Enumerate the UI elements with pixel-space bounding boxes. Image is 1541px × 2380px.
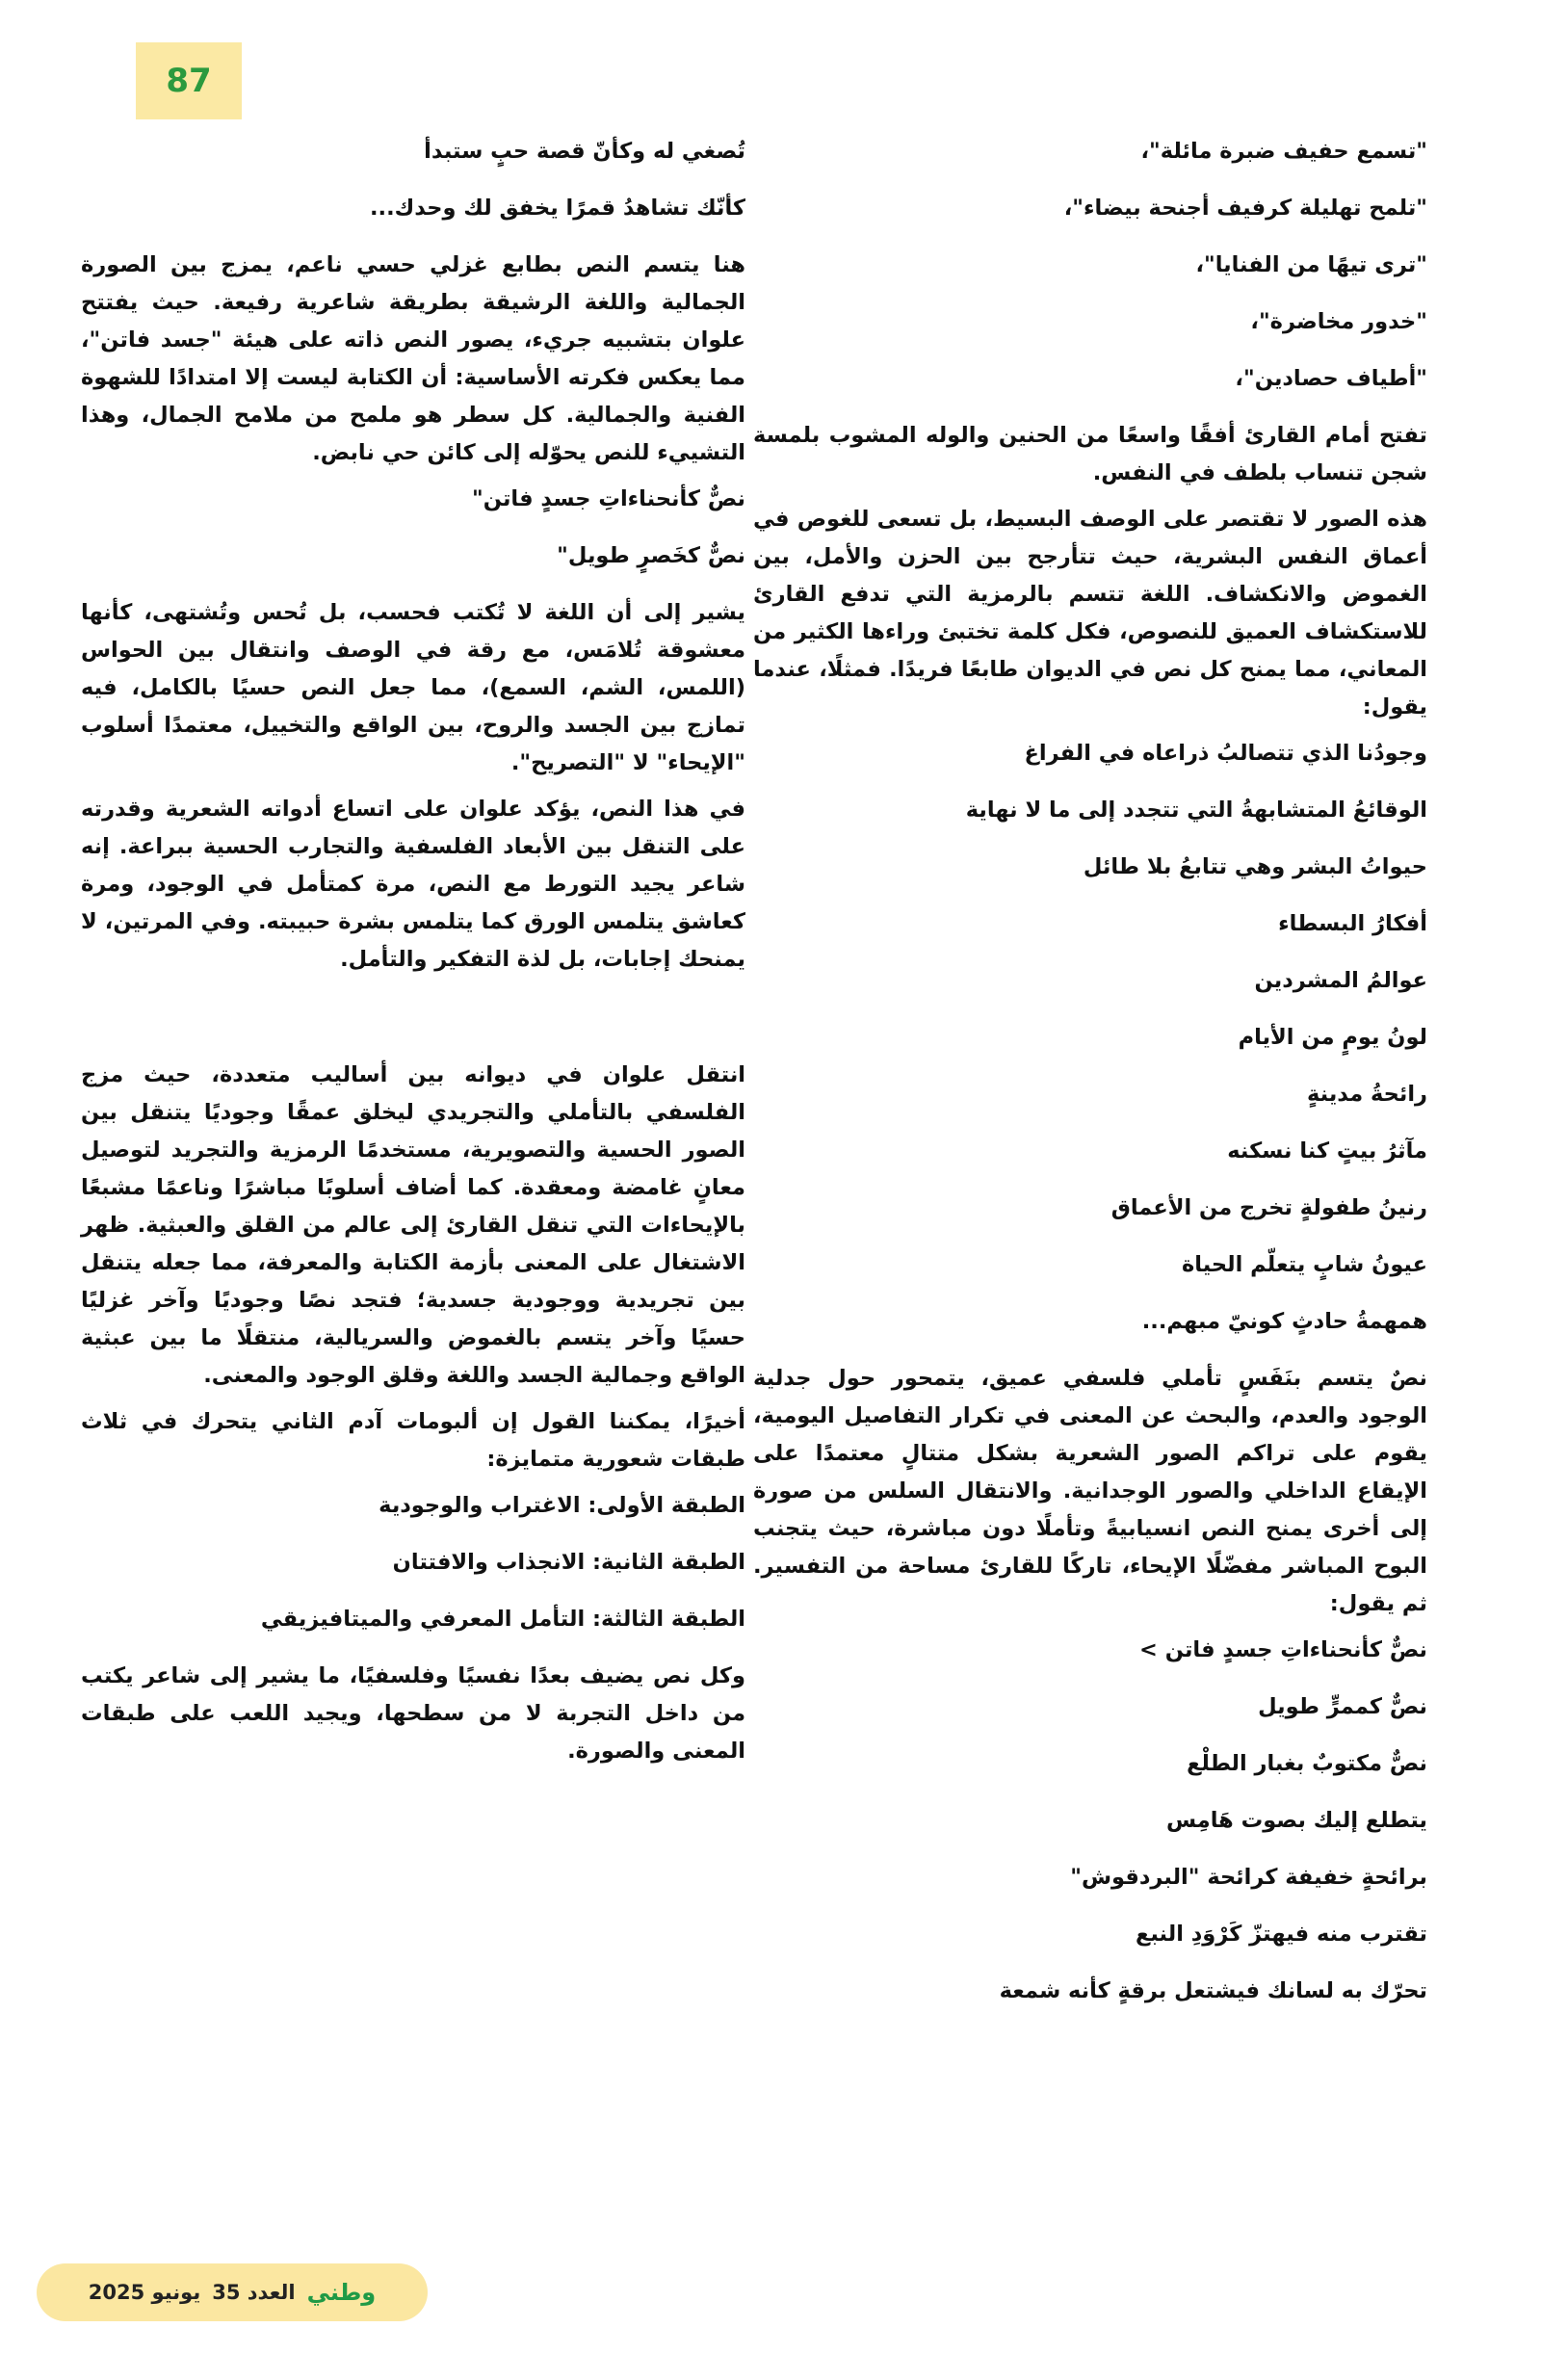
left-column bbox=[81, 133, 745, 1779]
poem-line: رنينُ طفولةٍ تخرج من الأعماق bbox=[1110, 1195, 1427, 1220]
poem-line: "أطياف حصادين"، bbox=[1235, 366, 1427, 391]
poem-line: لونُ يومٍ من الأيام bbox=[1238, 1025, 1427, 1050]
poem-line: "ترى تيهًا من الفنايا"، bbox=[1195, 252, 1427, 277]
poem-line: الوقائعُ المتشابهةُ التي تتجدد إلى ما لا نهاية bbox=[965, 798, 1427, 823]
poem-line: تقترب منه فيهتزّ كَرْوَدِ النبع bbox=[1136, 1922, 1427, 1947]
poem-line: نصٌّ كممرٍّ طويل bbox=[1258, 1694, 1427, 1719]
poem-line: برائحةٍ خفيفة كرائحة "البردقوش" bbox=[1070, 1865, 1427, 1890]
poem-line: "تسمع حفيف ضبرة مائلة"، bbox=[1140, 139, 1427, 164]
magazine-logo: وطني bbox=[306, 2279, 377, 2306]
poem-line: "تلمح تهليلة كرفيف أجنحة بيضاء"، bbox=[1063, 196, 1427, 221]
paragraph: تفتح أمام القارئ أفقًا واسعًا من الحنين والوله المشوب بلمسة شجن تنساب بلطف في النفس. bbox=[753, 423, 1427, 485]
poem-line: الطبقة الثالثة: التأمل المعرفي والميتافيزيقي bbox=[260, 1607, 745, 1632]
paragraph: نصٌ يتسم بنَفَسٍ تأملي فلسفي عميق، يتمحور حول جدلية الوجود والعدم، والبحث عن المعنى في تكرار التفاصيل اليومية، يقوم على تراكم الصور الشعرية بشكل متتالٍ معتمدًا على الإيقاع الداخلي والصور الوجدانية. والانتقال السلس من صورة إلى أخرى يمنح النص انسيابيةً وتأملًا دون مباشرة، حيث يتجنب البوح المباشر مفضّلًا الإيحاء، تاركًا للقارئ مساحة من التفسير. ثم يقول: bbox=[753, 1366, 1427, 1616]
poem-line: عيونُ شابٍ يتعلّم الحياة bbox=[1181, 1252, 1427, 1277]
poem-line: نصٌّ كأنحناءاتِ جسدٍ فاتن" bbox=[471, 486, 745, 511]
paragraph: أخيرًا، يمكننا القول إن ألبومات آدم الثاني يتحرك في ثلاث طبقات شعورية متمايزة: bbox=[81, 1409, 745, 1472]
poem-line: الطبقة الثانية: الانجذاب والافتتان bbox=[392, 1550, 745, 1575]
paragraph: هذه الصور لا تقتصر على الوصف البسيط، بل تسعى للغوص في أعماق النفس البشرية، حيث تتأرجح بين الحزن والأمل، بين الغموض والانكشاف. اللغة تتسم بالرمزية التي تدفع القارئ للاستكشاف العميق للنصوص، فكل كلمة تختبئ وراءها الكثير من المعاني، مما يمنح كل نص في الديوان طابعًا فريدًا. فمثلًا، عندما يقول: bbox=[753, 507, 1427, 719]
poem-line: نصٌّ كأنحناءاتِ جسدٍ فاتن > bbox=[1139, 1637, 1427, 1662]
footer-badge bbox=[37, 2263, 428, 2321]
poem-line: يتطلع إليك بصوت هَامِس bbox=[1165, 1808, 1427, 1833]
poem-line: كأنّك تشاهدُ قمرًا يخفق لك وحدك... bbox=[369, 196, 745, 221]
poem-line: الطبقة الأولى: الاغتراب والوجودية bbox=[379, 1493, 745, 1518]
paragraph: انتقل علوان في ديوانه بين أساليب متعددة، حيث مزج الفلسفي بالتأملي والتجريدي ليخلق عمقًا وجوديًا يتنقل بين الصور الحسية والتصويرية، مستخدمًا الرمزية والتجريد لتوصيل معانٍ غامضة ومعقدة. كما أضاف أسلوبًا مباشرًا وناعمًا مشبعًا بالإيحاءات التي تنقل القارئ إلى عالم من القلق والعبثية. ظهر الاشتغال على المعنى بأزمة الكتابة والمعرفة، مما جعله يتنقل بين تجريدية ووجودية جسدية؛ فتجد نصًا وجوديًا وآخر غزليًا حسيًا وآخر يتسم بالغموض والسريالية، منتقلًا ما بين عبثية الواقع وجمالية الجسد واللغة وقلق الوجود والمعنى. bbox=[81, 1062, 745, 1388]
poem-line: همهمةُ حادثٍ كونيّ مبهم... bbox=[1141, 1309, 1427, 1334]
poem-line: نصٌّ مكتوبٌ بغبار الطلْع bbox=[1187, 1751, 1427, 1776]
poem-line: رائحةُ مدينةٍ bbox=[1306, 1082, 1427, 1107]
paragraph: هنا يتسم النص بطابع غزلي حسي ناعم، يمزج بين الصورة الجمالية واللغة الرشيقة بطريقة شاعرية رفيعة. حيث يفتتح علوان بتشبيه جريء، يصور النص ذاته على هيئة "جسد فاتن"، مما يعكس فكرته الأساسية: أن الكتابة ليست إلا امتدادًا للشهوة الفنية والجمالية. كل سطر هو ملمح من ملامح الجمال، وهذا التشييء للنص يحوّله إلى كائن حي نابض. bbox=[81, 252, 745, 465]
paragraph: يشير إلى أن اللغة لا تُكتب فحسب، بل تُحس وتُشتهى، كأنها معشوقة تُلامَس، مع رقة في الوصف وانتقال بين الحواس (اللمس، الشم، السمع)، مما جعل النص حسيًا بالكامل، فيه تمازج بين الجسد والروح، بين الواقع والتخييل، معتمدًا أسلوب "الإيحاء" لا "التصريح". bbox=[81, 600, 745, 775]
poem-line: تحرّك به لسانك فيشتعل برقةٍ كأنه شمعة bbox=[999, 1978, 1427, 2003]
poem-line: حيواتُ البشر وهي تتابعُ بلا طائل bbox=[1083, 854, 1427, 879]
poem-line: تُصغي له وكأنّ قصة حبٍ ستبدأ bbox=[424, 139, 745, 164]
page-number: 87 bbox=[136, 42, 242, 119]
poem-line: أفكارُ البسطاء bbox=[1278, 911, 1427, 936]
poem-line: "خدور مخاضرة"، bbox=[1250, 309, 1427, 334]
poem-line: وجودُنا الذي تتصالبُ ذراعاه في الفراغ bbox=[1024, 741, 1427, 766]
poem-line: مآثرُ بيتٍ كنا نسكنه bbox=[1227, 1138, 1427, 1164]
paragraph: وكل نص يضيف بعدًا نفسيًا وفلسفيًا، ما يشير إلى شاعر يكتب من داخل التجربة لا من سطحها، ويجيد اللعب على طبقات المعنى والصورة. bbox=[81, 1663, 745, 1764]
paragraph: في هذا النص، يؤكد علوان على اتساع أدواته الشعرية وقدرته على التنقل بين الأبعاد الفلسفية والتجارب الحسية ببراعة. إنه شاعر يجيد التورط مع النص، مرة كمتأمل في الوجود، ومرة كعاشق يتلمس الورق كما يتلمس بشرة حبيبته. وفي المرتين، لا يمنحك إجابات، بل لذة التفكير والتأمل. bbox=[81, 797, 745, 972]
poem-line: نصٌّ كخَصرٍ طويل" bbox=[557, 543, 745, 568]
column-spacer bbox=[81, 987, 745, 1057]
footer-issue: العدد 35 bbox=[212, 2281, 296, 2304]
footer-date: 2025 يونيو bbox=[88, 2281, 201, 2304]
poem-line: عوالمُ المشردين bbox=[1254, 968, 1427, 993]
right-column bbox=[753, 133, 1427, 2029]
